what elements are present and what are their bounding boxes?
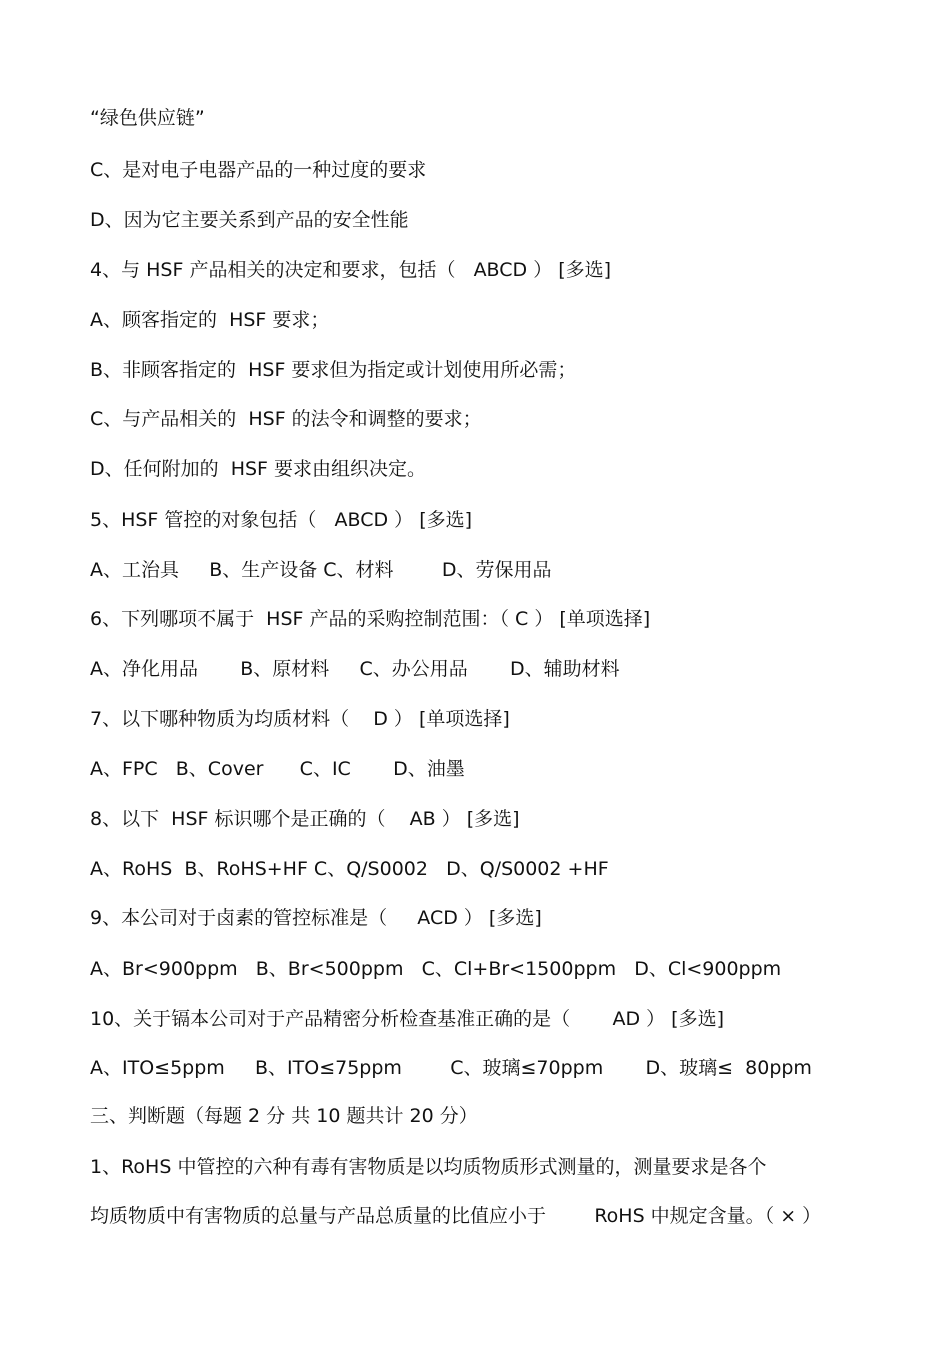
question-10-options: A、ITO≤5ppm B、ITO≤75ppm C、玻璃≤70ppm D、玻璃≤ 80ppm [90, 1057, 812, 1079]
question-10: 10、关于镉本公司对于产品精密分析检查基准正确的是（ AD ） [多选] [90, 1008, 724, 1030]
section-heading: 三、判断题（每题 2 分 共 10 题共计 20 分） [90, 1105, 478, 1127]
question-9-options: A、Br<900ppm B、Br<500ppm C、Cl+Br<1500ppm D、Cl<900ppm [90, 958, 782, 980]
question-4: 4、与 HSF 产品相关的决定和要求，包括（ ABCD ） [多选] [90, 259, 612, 281]
question-7: 7、以下哪种物质为均质材料（ D ） [单项选择] [90, 708, 510, 730]
question-5: 5、HSF 管控的对象包括（ ABCD ） [多选] [90, 509, 473, 531]
question-5-options: A、工治具 B、生产设备 C、材料 D、劳保用品 [90, 559, 552, 581]
question-9: 9、本公司对于卤素的管控标准是（ ACD ） [多选] [90, 907, 542, 929]
question-6: 6、下列哪项不属于 HSF 产品的采购控制范围：（ C ） [单项选择] [90, 608, 651, 630]
text-line-1: “绿色供应链” [90, 107, 205, 129]
text-line-2: C、是对电子电器产品的一种过度的要求 [90, 159, 427, 181]
judgement-1-line-1: 1、RoHS 中管控的六种有毒有害物质是以均质物质形式测量的，测量要求是各个 [90, 1156, 767, 1178]
question-4-option-c: C、与产品相关的 HSF 的法令和调整的要求； [90, 408, 482, 430]
question-8: 8、以下 HSF 标识哪个是正确的（ AB ） [多选] [90, 808, 520, 830]
question-7-options: A、FPC B、Cover C、IC D、油墨 [90, 758, 465, 780]
judgement-1-line-2: 均质物质中有害物质的总量与产品总质量的比值应小于 RoHS 中规定含量。（ × ） [90, 1205, 822, 1227]
question-4-option-a: A、顾客指定的 HSF 要求； [90, 309, 330, 331]
question-4-option-d: D、任何附加的 HSF 要求由组织决定。 [90, 458, 427, 480]
question-8-options: A、RoHS B、RoHS+HF C、Q/S0002 D、Q/S0002 +HF [90, 858, 609, 880]
question-6-options: A、净化用品 B、原材料 C、办公用品 D、辅助材料 [90, 658, 620, 680]
text-line-3: D、因为它主要关系到产品的安全性能 [90, 209, 409, 231]
question-4-option-b: B、非顾客指定的 HSF 要求但为指定或计划使用所必需； [90, 359, 577, 381]
